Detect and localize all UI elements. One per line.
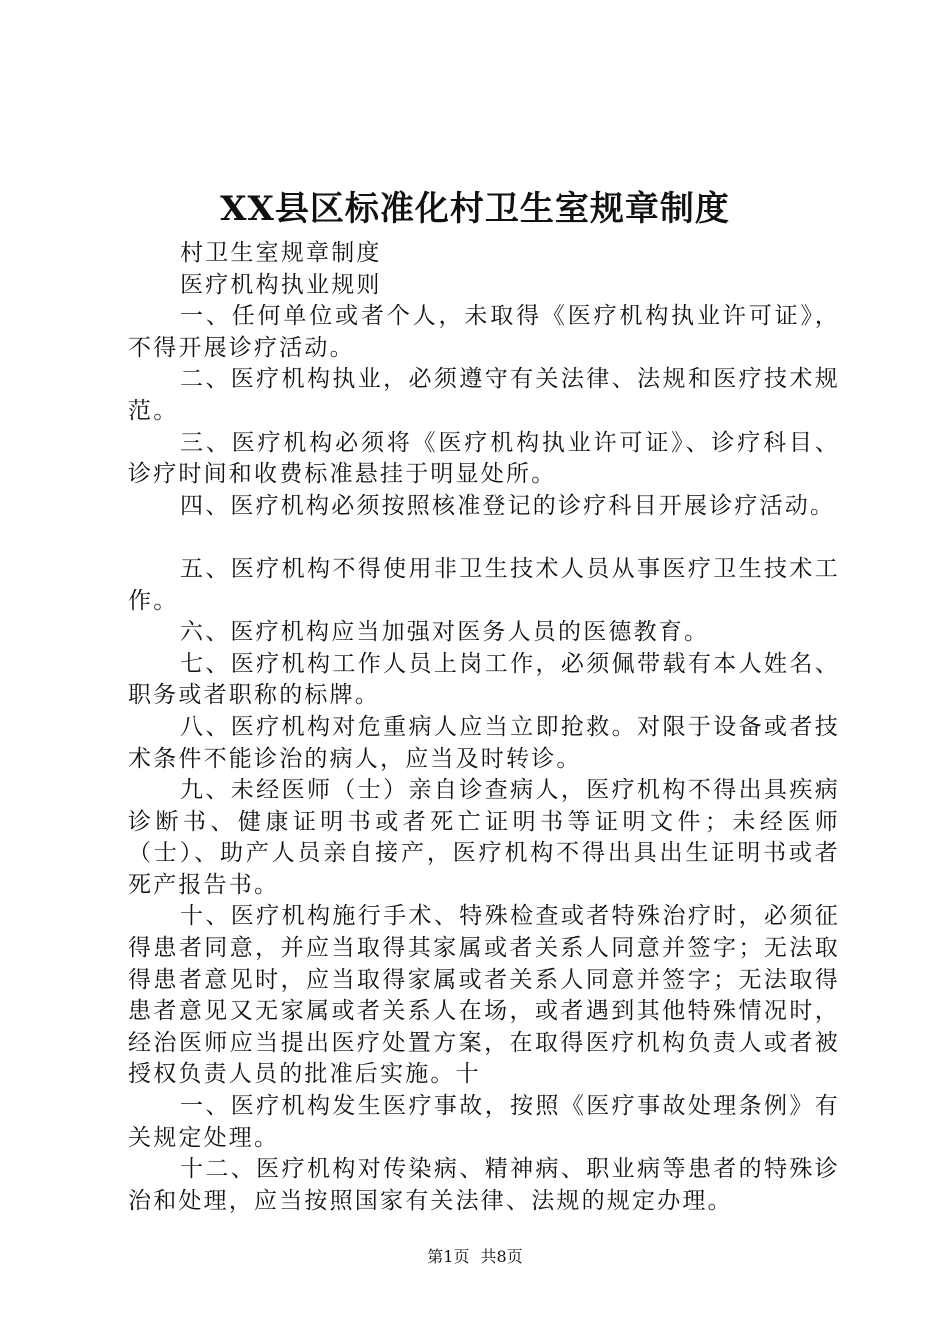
document-body <box>128 238 840 1217</box>
paragraph-rule-9: 九、未经医师（士）亲自诊查病人，医疗机构不得出具疾病诊断书、健康证明书或者死亡证明书等证明文件；未经医师（士）、助产人员亲自接产，医疗机构不得出具出生证明书或者死产报告书。 <box>128 777 840 898</box>
paragraph-rule-6: 六、医疗机构应当加强对医务人员的医德教育。 <box>180 619 710 646</box>
paragraph-section-heading: 医疗机构执业规则 <box>180 271 382 298</box>
paragraph-rule-8: 八、医疗机构对危重病人应当立即抢救。对限于设备或者技术条件不能诊治的病人，应当及时转诊。 <box>128 713 840 772</box>
page-total: 共8页 <box>480 1247 523 1266</box>
paragraph-rule-10: 十、医疗机构施行手术、特殊检查或者特殊治疗时，必须征得患者同意，并应当取得其家属或者关系人同意并签字；无法取得患者意见时，应当取得家属或者关系人同意并签字；无法取得患者意见又无家属或者关系人在场，或者遇到其他特殊情况时，经治医师应当提出医疗处置方案，在取得医疗机构负责人或者被授权负责人员的批准后实施。十 <box>128 903 840 1088</box>
paragraph-rule-7: 七、医疗机构工作人员上岗工作，必须佩带载有本人姓名、职务或者职称的标牌。 <box>128 650 840 709</box>
page-footer <box>0 1244 950 1267</box>
page-number: 第1页 <box>427 1247 470 1266</box>
paragraph-subtitle: 村卫生室规章制度 <box>180 240 382 266</box>
paragraph-rule-12: 十二、医疗机构对传染病、精神病、职业病等患者的特殊诊治和处理，应当按照国家有关法律、法规的规定办理。 <box>128 1156 840 1214</box>
paragraph-rule-11: 一、医疗机构发生医疗事故，按照《医疗事故处理条例》有关规定处理。 <box>128 1093 840 1151</box>
paragraph-rule-4: 四、医疗机构必须按照核准登记的诊疗科目开展诊疗活动。 <box>180 492 836 519</box>
paragraph-rule-1: 一、任何单位或者个人，未取得《医疗机构执业许可证》，不得开展诊疗活动。 <box>128 303 840 361</box>
paragraph-rule-3: 三、医疗机构必须将《医疗机构执业许可证》、诊疗科目、诊疗时间和收费标准悬挂于明显处所。 <box>128 429 840 488</box>
document-title: XX县区标准化村卫生室规章制度 <box>220 189 730 229</box>
paragraph-rule-2: 二、医疗机构执业，必须遵守有关法律、法规和医疗技术规范。 <box>128 366 840 424</box>
paragraph-rule-5: 五、医疗机构不得使用非卫生技术人员从事医疗卫生技术工作。 <box>128 555 840 614</box>
